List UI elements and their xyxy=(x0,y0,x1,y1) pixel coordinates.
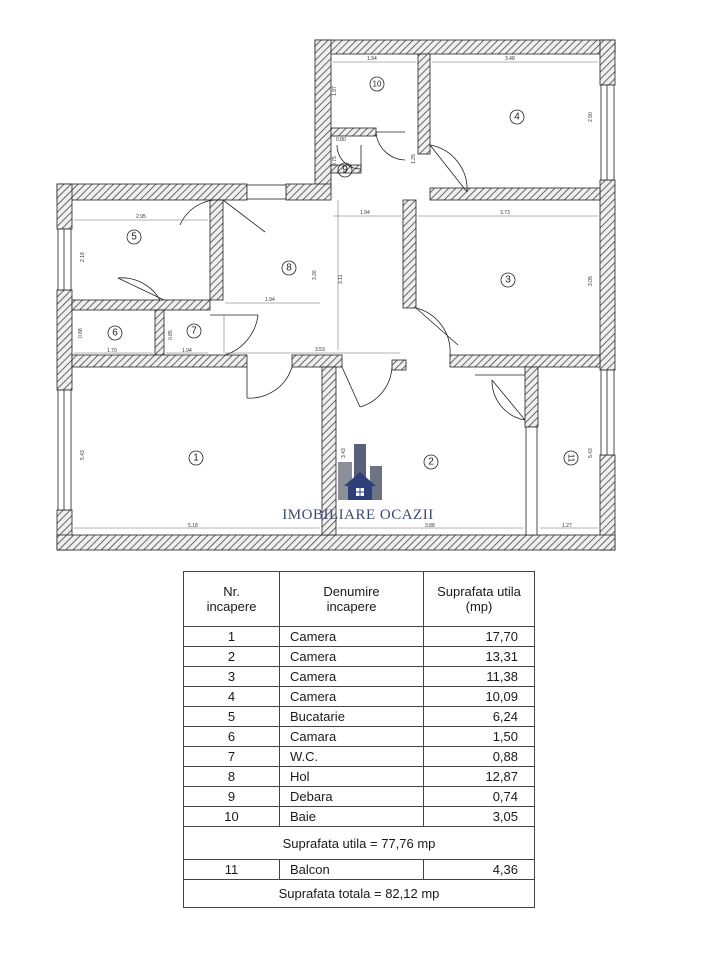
dimension-label: 3.43 xyxy=(341,448,347,458)
wall xyxy=(315,40,615,54)
table-row xyxy=(184,787,535,807)
wall xyxy=(57,290,72,390)
room-nr: 10 xyxy=(184,807,280,827)
wall xyxy=(600,180,615,370)
wall xyxy=(210,200,223,300)
room-number: 10 xyxy=(372,79,382,89)
dimension-label: 2.18 xyxy=(80,252,86,262)
dimension-label: 1.70 xyxy=(107,348,117,354)
useful-area-total: Suprafata utila = 77,76 mp xyxy=(184,827,535,860)
watermark-logo xyxy=(282,444,433,523)
table-header-row xyxy=(184,572,535,627)
room-number: 3 xyxy=(505,274,511,286)
wall xyxy=(331,128,376,136)
dimension-label: 3.73 xyxy=(500,210,510,216)
room-name: Debara xyxy=(280,787,424,807)
room-nr: 11 xyxy=(184,860,280,880)
room-area: 10,09 xyxy=(424,687,535,707)
table-row xyxy=(184,687,535,707)
door-arc xyxy=(210,315,258,355)
room-nr: 1 xyxy=(184,627,280,647)
dimension-label: 1.94 xyxy=(182,348,192,354)
room-name: Hol xyxy=(280,767,424,787)
wall xyxy=(450,355,600,367)
table-row xyxy=(184,647,535,667)
header-text: incapere xyxy=(326,599,377,614)
room-area: 3,05 xyxy=(424,807,535,827)
room-name: Balcon xyxy=(280,860,424,880)
door-arc xyxy=(118,278,164,300)
table-row xyxy=(184,747,535,767)
header-useful-area xyxy=(424,572,535,627)
room-nr: 6 xyxy=(184,727,280,747)
room-name: Bucatarie xyxy=(280,707,424,727)
wall xyxy=(72,355,247,367)
dimension-label: 3.26 xyxy=(312,270,318,280)
door-arc xyxy=(430,145,467,192)
dimension-label: 3.05 xyxy=(588,276,594,286)
window xyxy=(58,229,71,290)
dimension-label: 5.18 xyxy=(188,523,198,529)
room-nr: 4 xyxy=(184,687,280,707)
dimension-label: 2.90 xyxy=(588,112,594,122)
total-area-row xyxy=(184,880,535,908)
room-area: 17,70 xyxy=(424,627,535,647)
room-number: 4 xyxy=(514,111,520,123)
door-arc xyxy=(342,367,392,407)
room-number: 6 xyxy=(112,327,118,339)
window xyxy=(601,85,614,180)
room-number: 1 xyxy=(193,452,199,464)
door-arc xyxy=(247,367,292,398)
dimension-label: 3.11 xyxy=(338,274,344,284)
room-name: Camera xyxy=(280,687,424,707)
room-nr: 5 xyxy=(184,707,280,727)
wall xyxy=(292,355,342,367)
dimension-label: 5.43 xyxy=(80,450,86,460)
room-number: 9 xyxy=(342,164,348,176)
window xyxy=(58,390,71,510)
table-row xyxy=(184,727,535,747)
door-arc xyxy=(416,308,458,355)
wall xyxy=(286,184,331,200)
dimension-label: 2.95 xyxy=(136,214,146,220)
room-area: 4,36 xyxy=(424,860,535,880)
room-area: 0,88 xyxy=(424,747,535,767)
dimension-label: 1.94 xyxy=(360,210,370,216)
dimension-label: 1.94 xyxy=(367,56,377,62)
dimension-label: 0.80 xyxy=(336,137,346,143)
header-text: Nr. xyxy=(223,584,240,599)
room-nr: 9 xyxy=(184,787,280,807)
room-nr: 7 xyxy=(184,747,280,767)
header-room-number xyxy=(184,572,280,627)
wall xyxy=(72,300,210,310)
wall xyxy=(600,40,615,85)
room-name: Camera xyxy=(280,667,424,687)
header-text: incapere xyxy=(206,599,257,614)
room-name: Baie xyxy=(280,807,424,827)
room-area: 1,50 xyxy=(424,727,535,747)
room-number: 2 xyxy=(428,456,434,468)
window xyxy=(601,370,614,455)
header-text: (mp) xyxy=(465,599,493,614)
dimension-label: 5.43 xyxy=(588,448,594,458)
room-nr: 2 xyxy=(184,647,280,667)
wall xyxy=(392,360,406,370)
wall xyxy=(57,535,615,550)
room-nr: 3 xyxy=(184,667,280,687)
room-number: 8 xyxy=(286,262,292,274)
room-area: 13,31 xyxy=(424,647,535,667)
room-name: Camera xyxy=(280,647,424,667)
balcony-door xyxy=(526,427,537,535)
dimension-label: 1.27 xyxy=(562,523,572,529)
wall xyxy=(403,200,416,308)
total-area: Suprafata totala = 82,12 mp xyxy=(184,880,535,908)
wall xyxy=(155,310,164,355)
room-area-table xyxy=(183,571,535,908)
room-area: 11,38 xyxy=(424,667,535,687)
table-row xyxy=(184,767,535,787)
dimension-label: 3.88 xyxy=(425,523,435,529)
watermark-text: IMOBILIARE OCAZII xyxy=(282,507,434,523)
dimension-label: 0.85 xyxy=(168,330,174,340)
wall xyxy=(57,184,72,229)
dimension-label: 3.48 xyxy=(505,56,515,62)
wall xyxy=(57,184,247,200)
balcony-row xyxy=(184,860,535,880)
dimension-label: 1.94 xyxy=(265,297,275,303)
room-number: 11 xyxy=(566,453,576,463)
room-nr: 8 xyxy=(184,767,280,787)
wall xyxy=(315,40,331,190)
table-row xyxy=(184,627,535,647)
door-arc xyxy=(376,132,405,160)
header-text: Suprafata utila xyxy=(437,584,521,599)
room-number: 5 xyxy=(131,231,137,243)
door-arc xyxy=(492,380,525,420)
header-text: Denumire xyxy=(323,584,380,599)
room-number: 7 xyxy=(191,325,197,337)
table-row xyxy=(184,707,535,727)
dimension-label: 0.75 xyxy=(332,156,338,166)
room-area: 12,87 xyxy=(424,767,535,787)
dimension-label: 3.53 xyxy=(315,347,325,353)
dimension-label: 1.97 xyxy=(332,86,338,96)
header-room-name xyxy=(280,572,424,627)
wall xyxy=(525,367,538,427)
room-area: 6,24 xyxy=(424,707,535,727)
wall xyxy=(418,54,430,154)
table-row xyxy=(184,807,535,827)
dimension-label: 1.25 xyxy=(411,154,417,164)
useful-area-row xyxy=(184,827,535,860)
room-area: 0,74 xyxy=(424,787,535,807)
dimension-label: 0.88 xyxy=(78,328,84,338)
table-row xyxy=(184,667,535,687)
window xyxy=(247,185,286,199)
room-name: Camera xyxy=(280,627,424,647)
wall xyxy=(430,188,600,200)
room-name: W.C. xyxy=(280,747,424,767)
room-name: Camara xyxy=(280,727,424,747)
